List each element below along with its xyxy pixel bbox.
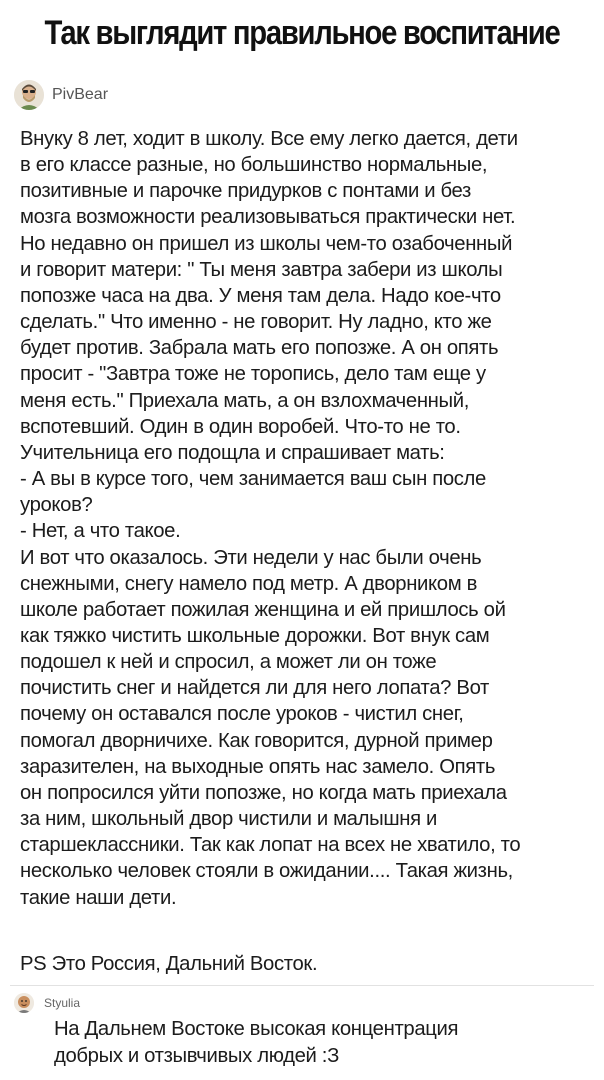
bald-man-avatar-icon[interactable]	[14, 993, 34, 1013]
comment-divider	[10, 985, 594, 986]
post-author[interactable]	[14, 78, 108, 112]
comment-text: На Дальнем Востоке высокая концентрация добрых и отзывчивых людей :З	[54, 1018, 459, 1067]
bearded-man-avatar-icon[interactable]	[14, 80, 44, 110]
post-body-text: Внуку 8 лет, ходит в школу. Все ему легко дается, дети в его классе разные, но большинство нормальные, позитивные и парочке придурков с понтами и без мозга возможности реализовываться практически нет. Но недавно он пришел из школы чем-то озабоченный и говорит матери: " Ты меня завтра забери из школы попозже часа на два. У меня там дела. Надо кое-что сделать." Что именно - не говорит. Ну ладно, кто же будет против. Забрала мать его попозже. А он опять просит - "Завтра тоже не торопись, дело там еще у меня есть." Приехала мать, а он взлохмаченный, вспотевший. Один в один воробей. Что-то не то. Учительница его подощла и спрашивает мать: - А вы в курсе того, чем занимается ваш сын после уроков? - Нет, а что такое. И вот что оказалось. Эти недели у нас были очень снежными, снегу намело под метр. А дворником в школе работает пожилая женщина и ей пришлось ой как тяжко чистить школьные дорожки. Вот внук сам подошел к ней и спросил, а может ли он тоже почистить снег и найдется ли для него лопата? Вот почему он оставался после уроков - чистил снег, помогал дворничихе. Как говорится, дурной пример заразителен, на выходные опять нас замело. Опять он попросился уйти попозже, но когда мать приехала за ним, школьный двор чистили и малышня и старшеклассники. Так как лопат на всех не хватило, то несколько человек стояли в ожидании.... Такая жизнь, такие наши дети.	[20, 128, 521, 909]
post-ps-text: PS Это Россия, Дальний Восток.	[20, 953, 318, 975]
comment-author[interactable]	[14, 992, 80, 1014]
post-title: Так выглядит правильное воспитание	[44, 14, 560, 52]
author-name[interactable]: PivBear	[52, 86, 109, 103]
comment-author-name[interactable]: Styulia	[44, 996, 81, 1010]
